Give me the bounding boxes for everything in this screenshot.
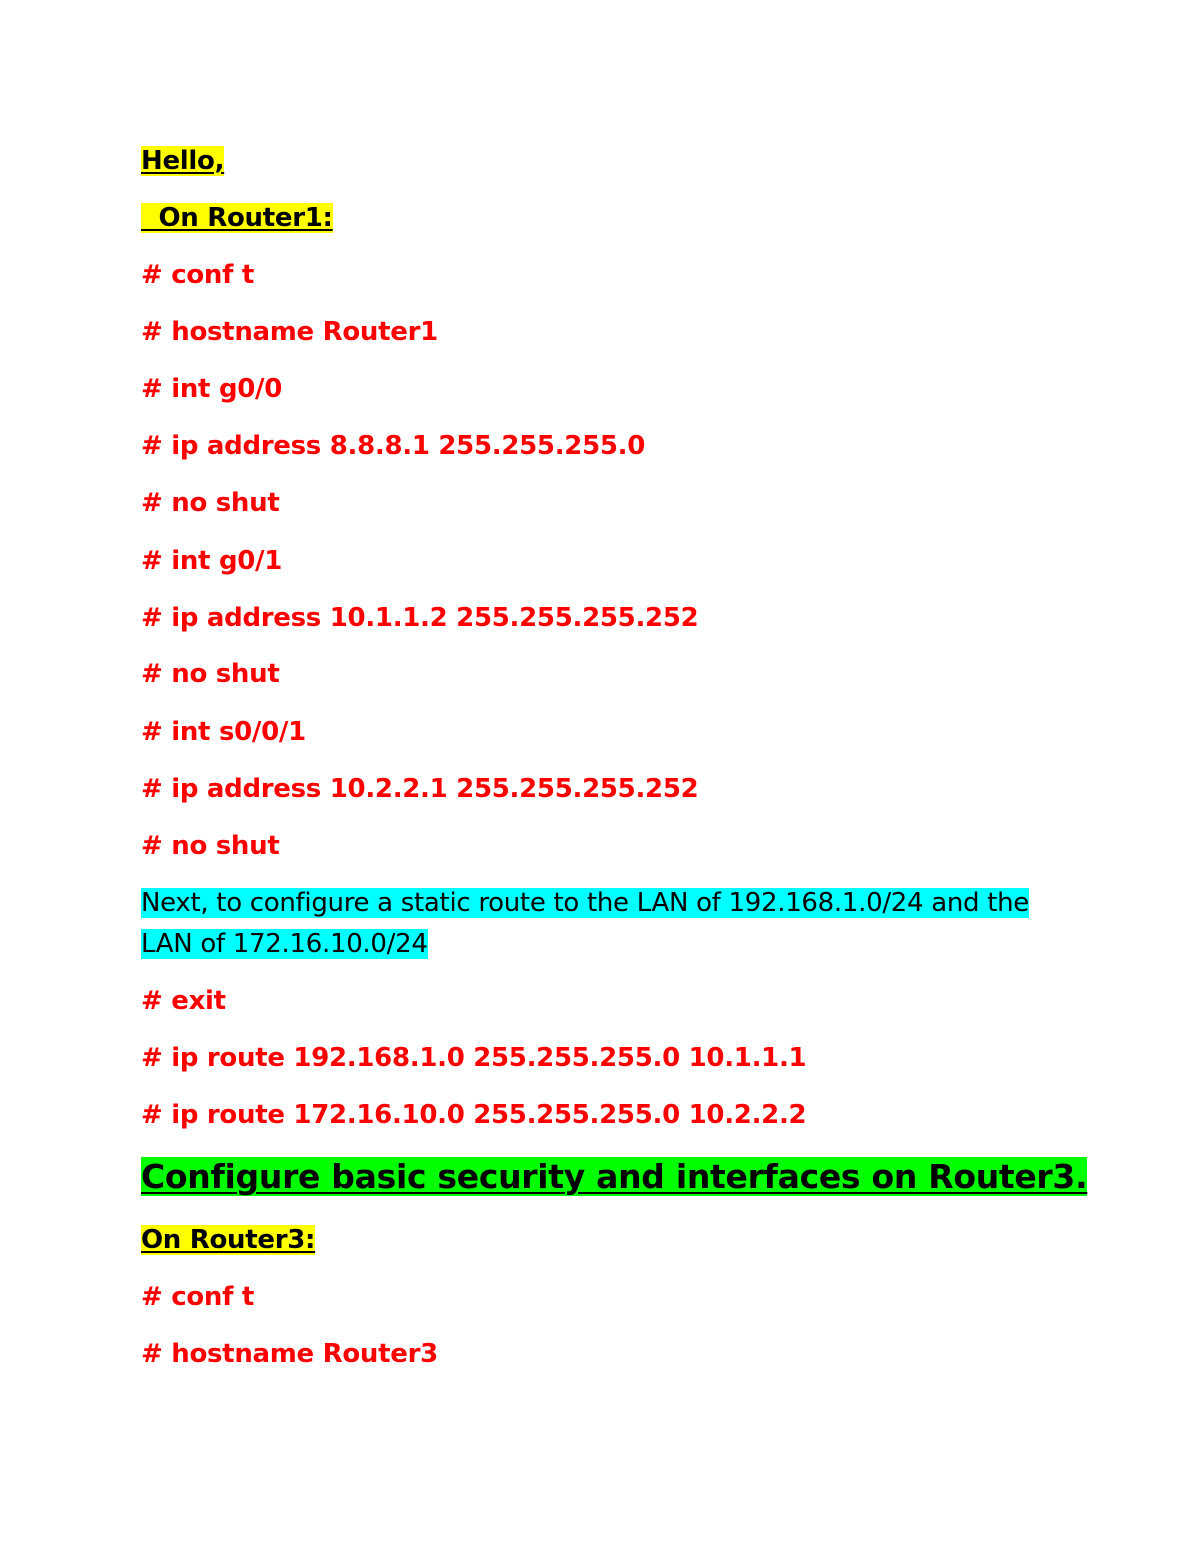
command-line: # exit <box>141 986 226 1016</box>
command-line: # int s0/0/1 <box>141 717 306 747</box>
static-route-note <box>141 883 1041 965</box>
command-line: # int g0/1 <box>141 546 283 576</box>
router1-heading-line <box>141 201 333 235</box>
greeting-text: Hello, <box>141 146 225 176</box>
command-line: # no shut <box>141 659 280 689</box>
router3-heading: On Router3: <box>141 1225 316 1255</box>
command-line: # int g0/0 <box>141 374 283 404</box>
command-line: # conf t <box>141 260 255 290</box>
static-route-note-text: Next, to configure a static route to the LAN of 192.168.1.0/24 and the LAN of 172.16.10.0/24 <box>141 888 1029 959</box>
command-line: # ip address 10.1.1.2 255.255.255.252 <box>141 603 699 633</box>
command-line: # conf t <box>141 1282 255 1312</box>
command-line: # ip address 8.8.8.1 255.255.255.0 <box>141 431 646 461</box>
command-line: # hostname Router1 <box>141 317 438 347</box>
command-line: # hostname Router3 <box>141 1339 438 1369</box>
router3-section-title: Configure basic security and interfaces on Router3. <box>141 1157 1088 1196</box>
router1-heading: On Router1: <box>141 203 333 233</box>
command-line: # ip route 192.168.1.0 255.255.255.0 10.1.1.1 <box>141 1043 807 1073</box>
command-line: # no shut <box>141 831 280 861</box>
command-line: # no shut <box>141 488 280 518</box>
command-line: # ip address 10.2.2.1 255.255.255.252 <box>141 774 699 804</box>
greeting-line <box>141 144 224 178</box>
router3-section-title-line <box>141 1156 1087 1201</box>
router3-heading-line <box>141 1223 315 1257</box>
command-line: # ip route 172.16.10.0 255.255.255.0 10.2.2.2 <box>141 1100 807 1130</box>
